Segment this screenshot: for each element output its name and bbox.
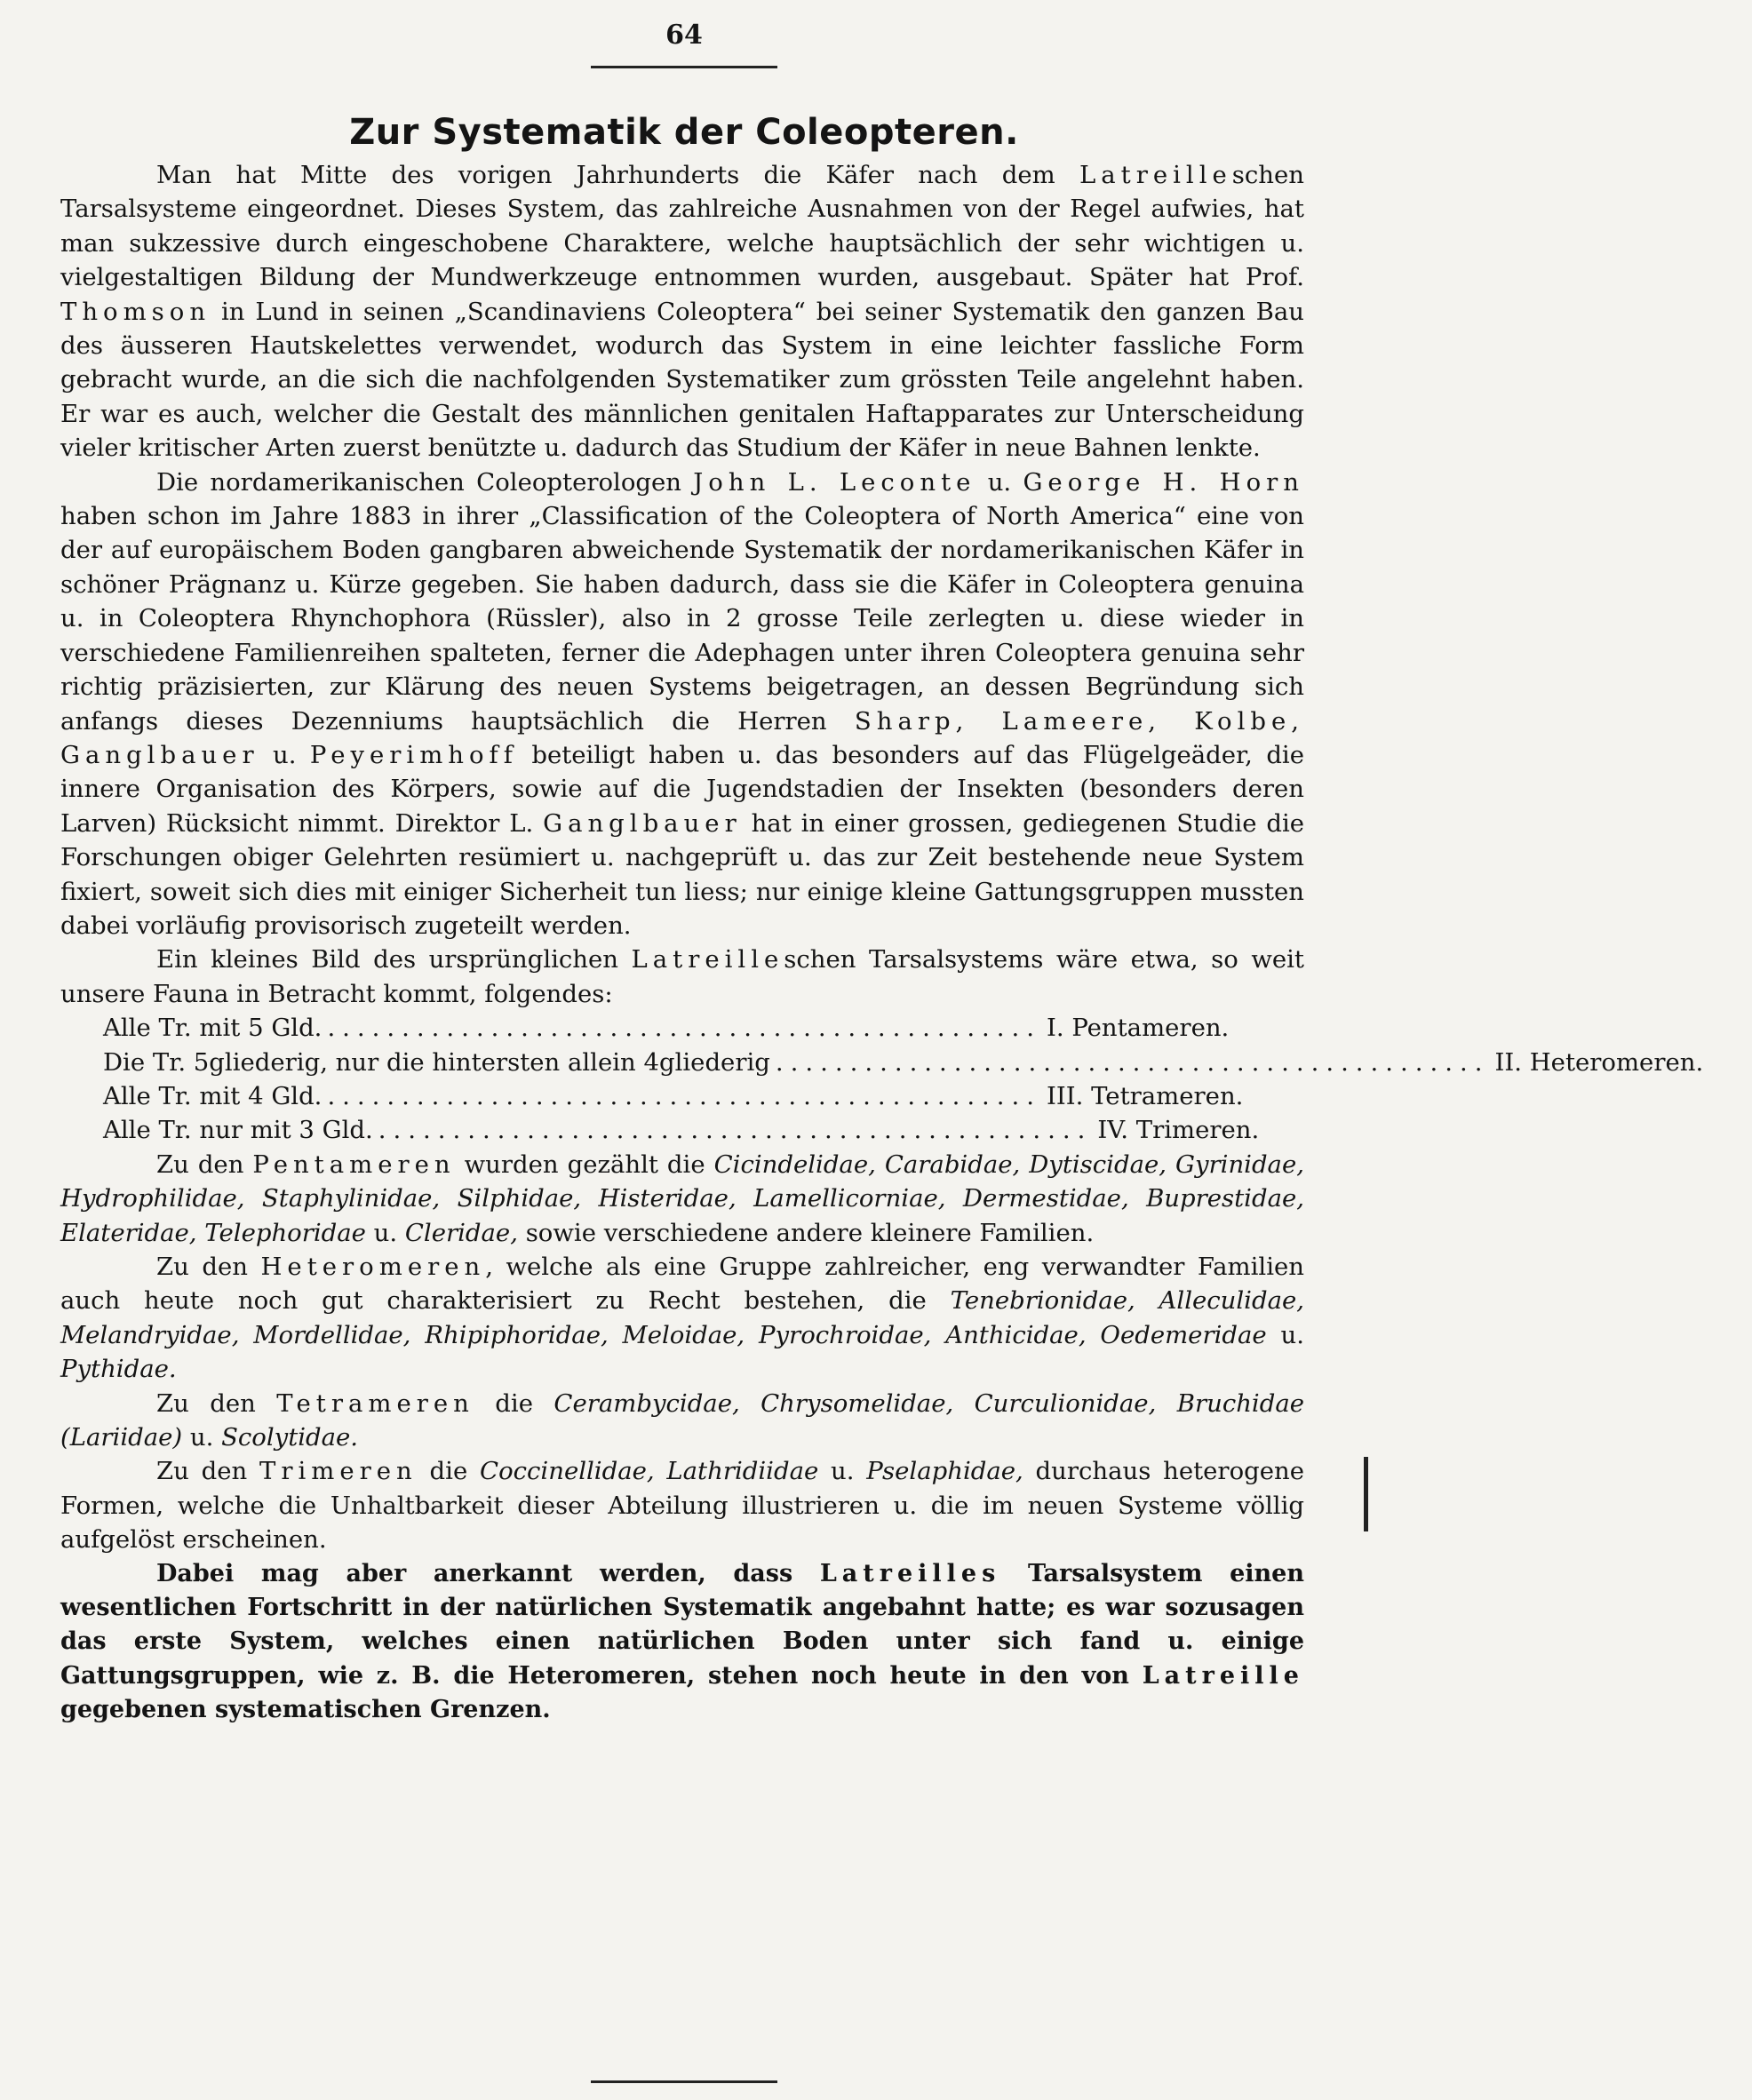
text-run: schen Tarsalsystems wäre etwa, so weit unsere Fauna in Betracht kommt, folgendes: bbox=[60, 945, 1304, 1008]
leader-dots: ................................................ bbox=[378, 1116, 1093, 1145]
spaced-name: Tetrameren bbox=[276, 1388, 474, 1418]
text-run: Die nordamerikanischen Coleopterologen bbox=[156, 467, 694, 497]
article-title: Zur Systematik der Coleopteren. bbox=[349, 112, 1019, 153]
text-run: Zu den bbox=[156, 1388, 277, 1418]
paragraph-2 bbox=[60, 465, 1304, 943]
text-run: u. bbox=[259, 740, 310, 769]
row-group: II. Heteromeren. bbox=[1494, 1047, 1704, 1077]
family-name: Pselaphidae, bbox=[866, 1457, 1023, 1486]
table-row bbox=[60, 1011, 1304, 1045]
spaced-name: Latreille bbox=[1142, 1661, 1304, 1690]
family-name: Pythidae. bbox=[60, 1355, 177, 1384]
text-run: Zu den bbox=[156, 1149, 253, 1179]
tarsal-system-table bbox=[60, 1011, 1704, 1148]
leader-dots: ................................................ bbox=[327, 1014, 1042, 1043]
top-rule bbox=[591, 66, 777, 68]
row-group: III. Tetrameren. bbox=[1047, 1081, 1244, 1110]
text-run: die bbox=[474, 1388, 554, 1418]
text-run: in Lund in seinen „Scandinaviens Coleoptera“ bei seiner Systematik den ganzen Bau des äusseren Hautskelettes verwendet, wodurch das System in eine leichter fassliche Form gebracht wurde, an die sich die nachfolgenden Systematiker zum grössten Teile angelehnt haben. Er war es auch, welcher die Gestalt des männlichen genitalen Haftapparates zur Unterscheidung vieler kritischer Arten zuerst benützte u. dadurch das Studium der Käfer in neue Bahnen lenkte. bbox=[60, 297, 1304, 463]
text-run: Tarsalsystem einen wesentlichen Fortschritt in der natürlichen Systematik angebahnt hatte; es war sozusagen das erste System, welches einen natürlichen Boden unter sich fand u. einige Gattungsgruppen, wie z. B. die Heteromeren, stehen noch heute in den von bbox=[60, 1559, 1304, 1690]
spaced-name: Ganglbauer bbox=[543, 808, 742, 838]
text-run: u. bbox=[818, 1457, 867, 1486]
leader-dots: ................................................ bbox=[327, 1081, 1042, 1110]
paragraph-5 bbox=[60, 1250, 1304, 1387]
text-run: Zu den bbox=[156, 1253, 261, 1281]
text-run: , welche als eine Gruppe zahlreicher, eng verwandter Familien auch heute noch gut charakterisiert zu Recht bestehen, die bbox=[60, 1253, 1304, 1316]
family-list: Coccinellidae, Lathridiidae bbox=[480, 1457, 819, 1486]
text-run: Dabei mag aber anerkannt werden, dass bbox=[156, 1559, 820, 1587]
scan-edge-mark bbox=[1364, 1457, 1368, 1531]
text-run: die bbox=[417, 1457, 481, 1486]
spaced-name: John L. Leconte bbox=[693, 467, 976, 497]
row-group: I. Pentameren. bbox=[1047, 1014, 1230, 1043]
table-row bbox=[60, 1046, 1704, 1079]
paragraph-4 bbox=[60, 1148, 1304, 1250]
row-label: Alle Tr. mit 5 Gld. bbox=[103, 1014, 323, 1043]
bottom-rule bbox=[591, 2080, 777, 2083]
text-run: schen Tarsalsysteme eingeordnet. Dieses System, das zahlreiche Ausnahmen von der Regel aufwies, hat man sukzessive durch eingeschobene Charaktere, welche hauptsächlich der sehr wichtigen u. vielgestaltigen Bildung der Mundwerkzeuge entnommen wurden, ausgebaut. Später hat Prof. bbox=[60, 161, 1304, 292]
family-name: Scolytidae. bbox=[221, 1423, 359, 1452]
row-label: Alle Tr. nur mit 3 Gld. bbox=[103, 1116, 373, 1145]
family-list: Tenebrionidae, Alleculidae, Melandryidae, Mordellidae, Rhipiphoridae, Meloidae, Pyrochroidae, Anthicidae, Oedemeridae bbox=[60, 1286, 1304, 1349]
text-run: u. bbox=[1266, 1320, 1304, 1349]
family-name: Cleridae, bbox=[404, 1218, 518, 1247]
spaced-name: Pentameren bbox=[252, 1149, 456, 1179]
spaced-name: Latreille bbox=[631, 945, 784, 974]
text-run: Ein kleines Bild des ursprünglichen bbox=[156, 945, 632, 974]
text-run: Man hat Mitte des vorigen Jahrhunderts die Käfer nach dem bbox=[156, 161, 1079, 189]
paragraph-7 bbox=[60, 1454, 1304, 1556]
row-label: Die Tr. 5gliederig, nur die hintersten allein 4gliederig bbox=[103, 1047, 770, 1077]
family-list: Cicindelidae, Carabidae, Dytiscidae, Gyrinidae, Hydrophilidae, Staphylinidae, Silphidae, Histeridae, Lamellicorniae, Dermestidae, Buprestidae, Elateridae, Telephoridae bbox=[60, 1149, 1304, 1247]
paragraph-8 bbox=[60, 1557, 1304, 1728]
paragraph-3 bbox=[60, 943, 1304, 1011]
leader-dots: ................................................ bbox=[775, 1047, 1490, 1077]
text-run: durchaus heterogene Formen, welche die Unhaltbarkeit dieser Abteilung illustrieren u. die im neuen Systeme völlig aufgelöst erscheinen. bbox=[60, 1457, 1305, 1555]
spaced-name: Sharp, Lameere, Kolbe, Ganglbauer bbox=[60, 706, 1305, 769]
text-run: u. bbox=[182, 1423, 222, 1452]
spaced-name: Latreilles bbox=[819, 1559, 1001, 1587]
text-run: gegebenen systematischen Grenzen. bbox=[60, 1696, 551, 1724]
paragraph-1 bbox=[60, 158, 1304, 465]
text-run: u. bbox=[365, 1218, 405, 1247]
text-run: haben schon im Jahre 1883 in ihrer „Classification of the Coleoptera of North America“ eine von der auf europäischem Boden gangbaren abweichende Systematik der nordamerikanischen Käfer in schöner Prägnanz u. Kürze gegeben. Sie haben dadurch, dass sie die Käfer in Coleoptera genuina u. in Coleoptera Rhynchophora (Rüssler), also in 2 grosse Teile zerlegten u. diese wieder in verschiedene Familienreihen spalteten, ferner die Adephagen unter ihren Coleoptera genuina sehr richtig präzisierten, zur Klärung des neuen Systems beigetragen, an dessen Begründung sich anfangs dieses Dezenniums hauptsächlich die Herren bbox=[60, 502, 1304, 736]
table-row bbox=[60, 1113, 1304, 1147]
row-label: Alle Tr. mit 4 Gld. bbox=[103, 1081, 323, 1110]
text-run: sowie verschiedene andere kleinere Familien. bbox=[517, 1218, 1095, 1247]
spaced-name: Heteromeren bbox=[260, 1253, 486, 1281]
text-run: Zu den bbox=[156, 1457, 259, 1486]
text-run: hat in einer grossen, gediegenen Studie die Forschungen obiger Gelehrten resümiert u. nachgeprüft u. das zur Zeit bestehende neue System fixiert, soweit sich dies mit einiger Sicherheit tun liess; nur einige kleine Gattungsgruppen mussten dabei vorläufig provisorisch zugeteilt werden. bbox=[60, 808, 1305, 940]
table-row bbox=[60, 1079, 1304, 1113]
body-text bbox=[60, 158, 1704, 1728]
spaced-name: Peyerimhoff bbox=[309, 740, 518, 769]
row-group: IV. Trimeren. bbox=[1097, 1116, 1260, 1145]
paragraph-6 bbox=[60, 1387, 1304, 1455]
family-list: Cerambycidae, Chrysomelidae, Curculionidae, Bruchidae (Lariidae) bbox=[60, 1388, 1305, 1452]
text-run: beteiligt haben u. das besonders auf das Flügelgeäder, die innere Organisation des Körpers, sowie auf die Jugendstadien der Insekten (besonders deren Larven) Rücksicht nimmt. Direktor L. bbox=[60, 740, 1305, 838]
spaced-name: George H. Horn bbox=[1023, 467, 1304, 497]
spaced-name: Trimeren bbox=[259, 1457, 418, 1486]
spaced-name: Thomson bbox=[60, 297, 211, 326]
text-run: wurden gezählt die bbox=[455, 1149, 714, 1179]
text-run: u. bbox=[976, 467, 1023, 497]
page-number: 64 bbox=[665, 20, 703, 51]
spaced-name: Latreille bbox=[1079, 161, 1232, 189]
